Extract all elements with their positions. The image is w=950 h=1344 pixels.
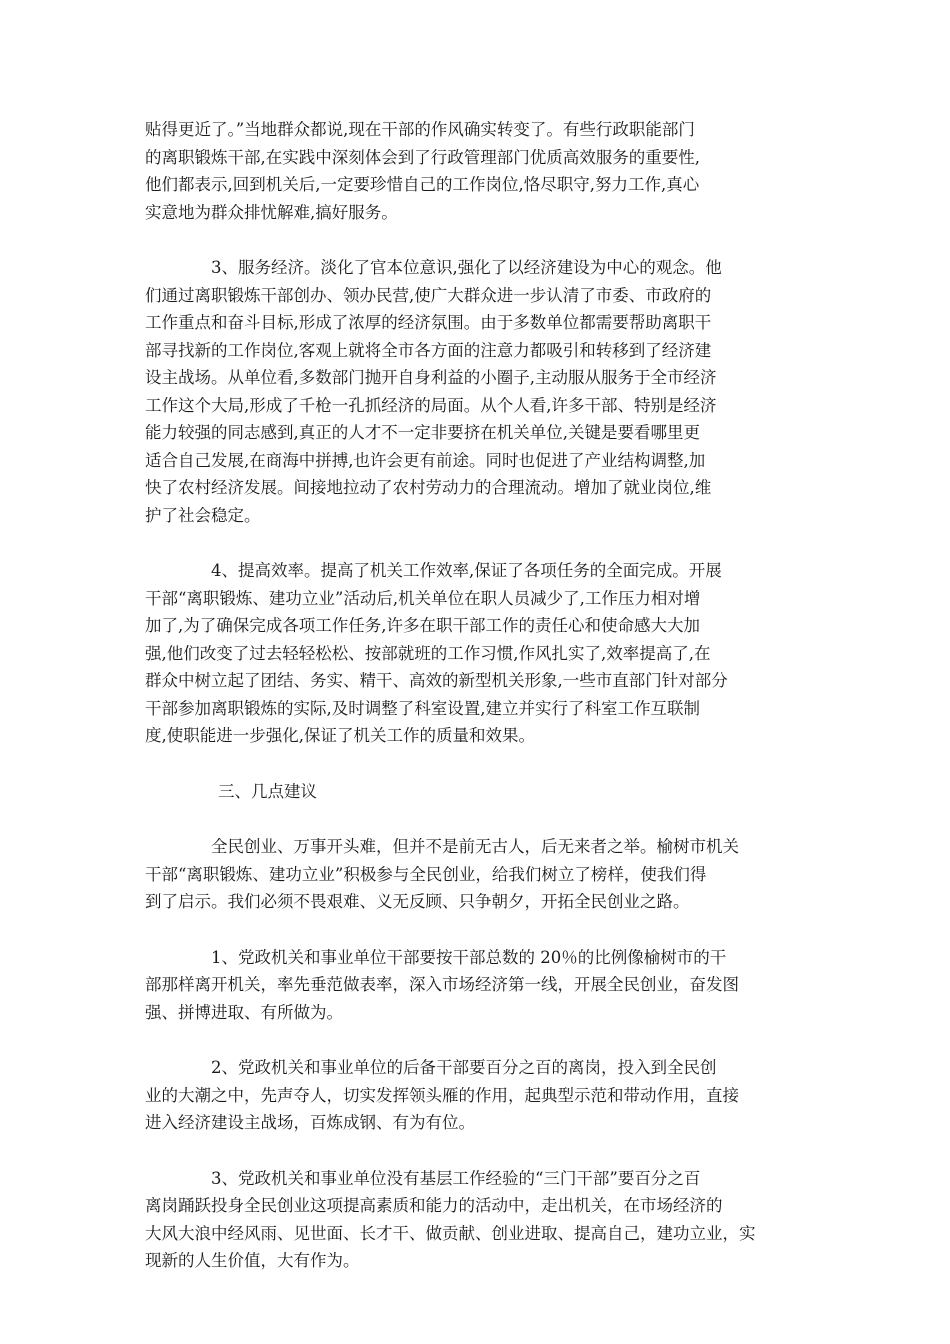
text-line: 干部参加离职锻炼的实际,及时调整了科室设置,建立并实行了科室工作互联制 (145, 698, 700, 718)
text-line: 能力较强的同志感到,真正的人才不一定非要挤在机关单位,关键是要看哪里更 (145, 423, 700, 442)
text-line: 加了,为了确保完成各项工作任务,许多在职干部工作的责任心和使命感大大加 (145, 616, 700, 635)
text-line: 3、党政机关和事业单位没有基层工作经验的“三门干部”要百分之百 (211, 1168, 701, 1188)
heading-text: 三、几点建议 (218, 781, 317, 801)
text-line: 他们都表示,回到机关后,一定要珍惜自己的工作岗位,恪尽职守,努力工作,真心 (145, 175, 700, 194)
text-line: 干部“离职锻炼、建功立业”积极参与全民创业，给我们树立了榜样，使我们得 (145, 864, 707, 884)
paragraph-1 (145, 116, 815, 226)
text-line: 护了社会稳定。 (145, 505, 261, 525)
text-line: 度,使职能进一步强化,保证了机关工作的质量和效果。 (145, 726, 535, 745)
paragraph-improve-efficiency (145, 557, 815, 750)
text-line: 1、党政机关和事业单位干部要按干部总数的 20％的比例像榆树市的干 (211, 947, 727, 967)
text-line: 强,他们改变了过去轻轻松松、按部就班的工作习惯,作风扎实了,效率提高了,在 (145, 643, 711, 663)
document-page (145, 116, 815, 1303)
text-line: 现新的人生价值，大有作为。 (145, 1251, 360, 1270)
text-line: 到了启示。我们必须不畏艰难、义无反顾、只争朝夕，开拓全民创业之路。 (145, 892, 690, 911)
text-line: 离岗踊跃投身全民创业这项提高素质和能力的活动中，走出机关，在市场经济的 (145, 1196, 723, 1215)
text-line: 干部“离职锻炼、建功立业”活动后,机关单位在职人员减少了,工作压力相对增 (145, 588, 701, 608)
text-line: 的离职锻炼干部,在实践中深刻体会到了行政管理部门优质高效服务的重要性, (145, 147, 700, 167)
paragraph-serve-economy (145, 254, 815, 529)
text-line: 们通过离职锻炼干部创办、领办民营,使广大群众进一步认清了市委、市政府的 (145, 285, 712, 305)
text-line: 适合自己发展,在商海中拼搏,也许会更有前途。同时也促进了产业结构调整,加 (145, 450, 706, 470)
paragraph-suggestion-3 (145, 1165, 815, 1275)
section-heading (145, 778, 815, 806)
paragraph-intro-suggestions (145, 833, 815, 916)
text-line: 工作这个大局,形成了千枪一孔抓经济的局面。从个人看,许多干部、特别是经济 (145, 395, 717, 415)
text-line: 全民创业、万事开头难，但并不是前无古人，后无来者之举。榆树市机关 (211, 837, 739, 856)
text-line: 进入经济建设主战场，百炼成钢、有为有位。 (145, 1113, 475, 1132)
text-line: 部寻找新的工作岗位,客观上就将全市各方面的注意力都吸引和转移到了经济建 (145, 340, 712, 360)
text-line: 群众中树立起了团结、务实、精干、高效的新型机关形象,一些市直部门针对部分 (145, 671, 728, 690)
text-line: 快了农村经济发展。间接地拉动了农村劳动力的合理流动。增加了就业岗位,维 (145, 478, 712, 497)
text-line: 3、服务经济。淡化了官本位意识,强化了以经济建设为中心的观念。他 (211, 258, 722, 277)
text-line: 大风大浪中经风雨、见世面、长才干、做贡献、创业进取、提高自己，建功立业，实 (145, 1223, 756, 1243)
text-line: 贴得更近了。”当地群众都说,现在干部的作风确实转变了。有些行政职能部门 (145, 120, 695, 139)
text-line: 实意地为群众排忧解难,搞好服务。 (145, 202, 398, 222)
text-line: 业的大潮之中，先声夺人，切实发挥领头雁的作用，起典型示范和带动作用，直接 (145, 1085, 739, 1105)
text-line: 2、党政机关和事业单位的后备干部要百分之百的离岗，投入到全民创 (211, 1058, 717, 1077)
text-line: 4、提高效率。提高了机关工作效率,保证了各项任务的全面完成。开展 (211, 561, 722, 580)
text-line: 强、拼博进取、有所做为。 (145, 1002, 343, 1022)
text-line: 设主战场。从单位看,多数部门抛开自身利益的小圈子,主动服从服务于全市经济 (145, 368, 717, 387)
text-line: 部那样离开机关，率先垂范做表率，深入市场经济第一线，开展全民创业，奋发图 (145, 975, 739, 994)
paragraph-suggestion-2 (145, 1054, 815, 1137)
text-line: 工作重点和奋斗目标,形成了浓厚的经济氛围。由于多数单位都需要帮助离职干 (145, 313, 712, 332)
paragraph-suggestion-1 (145, 944, 815, 1027)
